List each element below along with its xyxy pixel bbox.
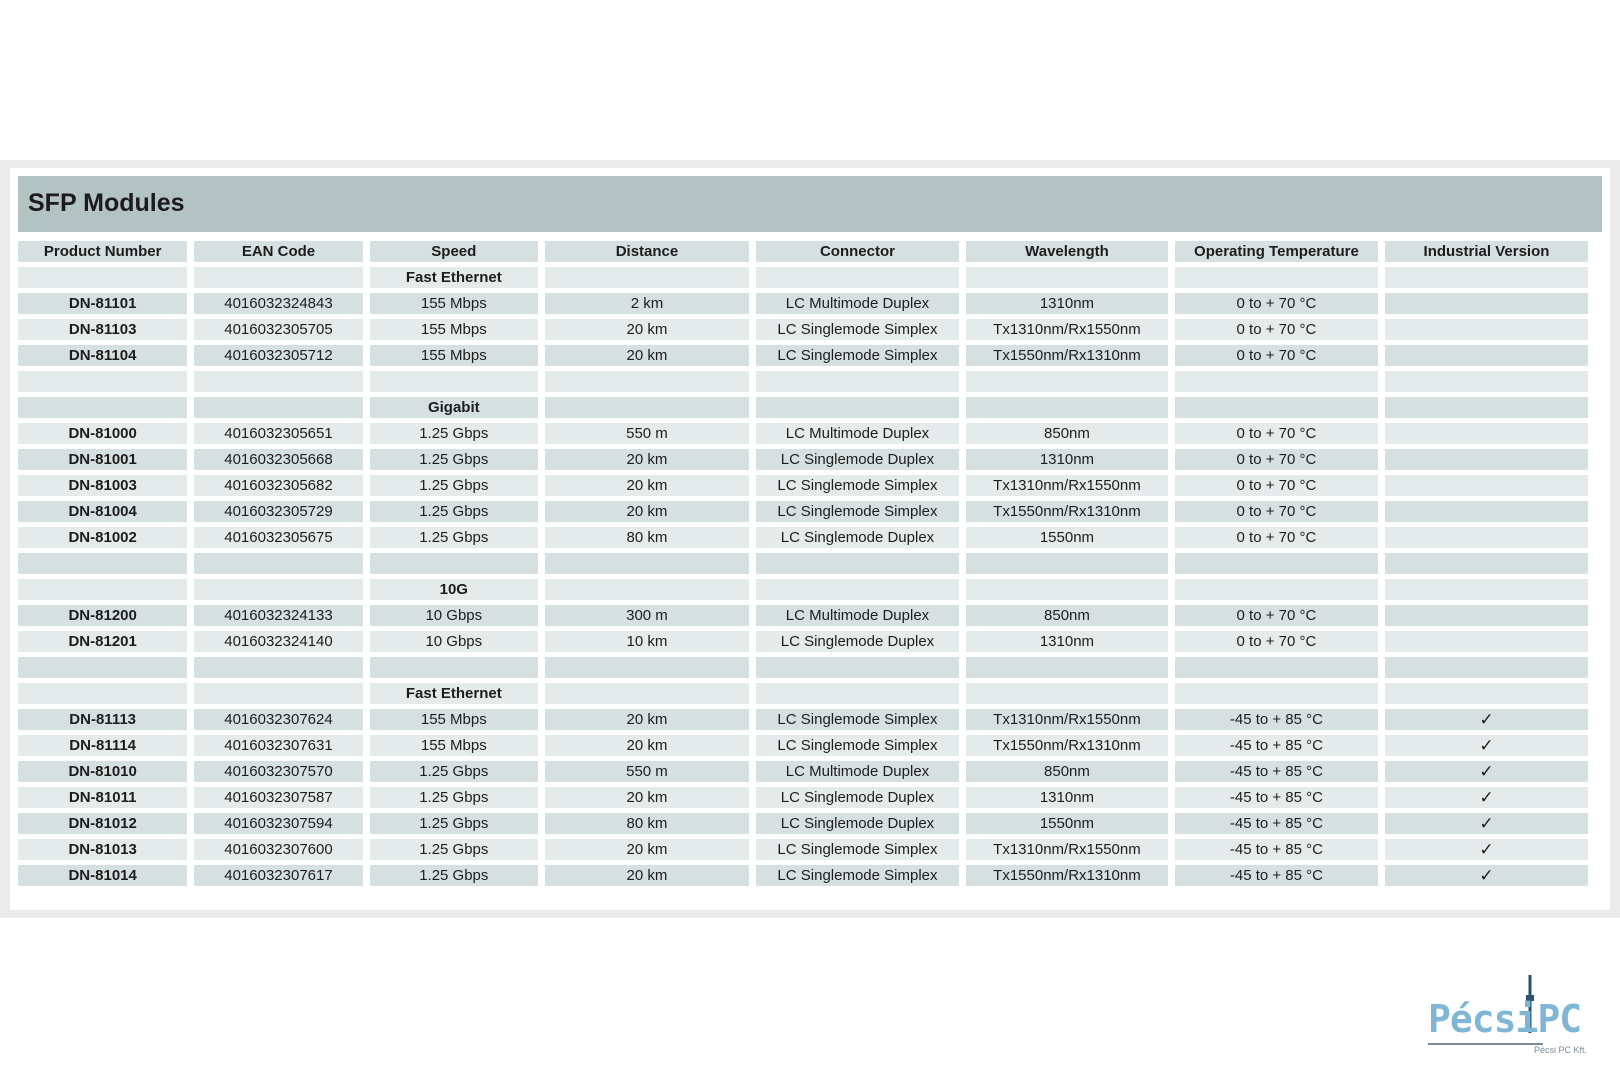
ean-code-cell: 4016032305675 [194, 527, 362, 548]
connector-cell: LC Multimode Duplex [756, 761, 959, 782]
column-header: Operating Temperature [1175, 241, 1378, 262]
connector-cell: LC Multimode Duplex [756, 423, 959, 444]
ean-code-cell: 4016032307624 [194, 709, 362, 730]
section-row [18, 579, 1588, 600]
empty-cell [545, 371, 749, 392]
wavelength-cell: 1310nm [966, 631, 1168, 652]
logo-subtext: Pécsi PC Kft. [1533, 1045, 1587, 1055]
empty-cell [756, 579, 959, 600]
empty-cell [545, 657, 749, 678]
distance-cell: 20 km [545, 449, 749, 470]
table-body [18, 267, 1588, 886]
connector-cell: LC Singlemode Duplex [756, 449, 959, 470]
connector-cell: LC Singlemode Simplex [756, 345, 959, 366]
empty-cell [545, 553, 749, 574]
distance-cell: 20 km [545, 709, 749, 730]
ean-code-cell: 4016032307617 [194, 865, 362, 886]
ean-code-cell: 4016032324140 [194, 631, 362, 652]
table-row [18, 475, 1588, 496]
section-row [18, 267, 1588, 288]
distance-cell: 10 km [545, 631, 749, 652]
table-row [18, 605, 1588, 626]
section-label: 10G [370, 579, 538, 600]
empty-cell [1175, 579, 1378, 600]
speed-cell: 155 Mbps [370, 345, 538, 366]
distance-cell: 20 km [545, 345, 749, 366]
ean-code-cell: 4016032307594 [194, 813, 362, 834]
wavelength-cell: Tx1550nm/Rx1310nm [966, 735, 1168, 756]
distance-cell: 20 km [545, 839, 749, 860]
empty-cell [18, 657, 187, 678]
ean-code-cell: 4016032305705 [194, 319, 362, 340]
column-header: Product Number [18, 241, 187, 262]
speed-cell: 1.25 Gbps [370, 839, 538, 860]
table-row [18, 735, 1588, 756]
product-number-cell: DN-81200 [18, 605, 187, 626]
empty-cell [1385, 397, 1588, 418]
wavelength-cell: Tx1310nm/Rx1550nm [966, 839, 1168, 860]
wavelength-cell: Tx1310nm/Rx1550nm [966, 475, 1168, 496]
wavelength-cell: 850nm [966, 423, 1168, 444]
distance-cell: 20 km [545, 475, 749, 496]
ean-code-cell: 4016032324843 [194, 293, 362, 314]
product-number-cell: DN-81013 [18, 839, 187, 860]
connector-cell: LC Singlemode Simplex [756, 865, 959, 886]
empty-cell [756, 683, 959, 704]
wavelength-cell: Tx1310nm/Rx1550nm [966, 319, 1168, 340]
table-header-row [18, 241, 1588, 262]
speed-cell: 1.25 Gbps [370, 787, 538, 808]
product-number-cell: DN-81011 [18, 787, 187, 808]
product-number-cell: DN-81101 [18, 293, 187, 314]
product-number-cell: DN-81010 [18, 761, 187, 782]
empty-cell [194, 397, 362, 418]
empty-cell [1175, 553, 1378, 574]
table-row [18, 423, 1588, 444]
table-row [18, 527, 1588, 548]
empty-cell [18, 683, 187, 704]
distance-cell: 20 km [545, 865, 749, 886]
product-number-cell: DN-81000 [18, 423, 187, 444]
industrial-version-cell [1385, 319, 1588, 340]
connector-cell: LC Singlemode Simplex [756, 839, 959, 860]
wavelength-cell: Tx1550nm/Rx1310nm [966, 345, 1168, 366]
spacer-row [18, 371, 1588, 392]
ean-code-cell: 4016032305668 [194, 449, 362, 470]
table-row [18, 293, 1588, 314]
wavelength-cell: 850nm [966, 761, 1168, 782]
temperature-cell: -45 to + 85 °C [1175, 839, 1378, 860]
spacer-row [18, 657, 1588, 678]
empty-cell [370, 371, 538, 392]
wavelength-cell: 1550nm [966, 527, 1168, 548]
wavelength-cell: 850nm [966, 605, 1168, 626]
section-label: Gigabit [370, 397, 538, 418]
temperature-cell: 0 to + 70 °C [1175, 475, 1378, 496]
empty-cell [966, 683, 1168, 704]
industrial-version-cell [1385, 475, 1588, 496]
empty-cell [756, 267, 959, 288]
checkmark-icon: ✓ [1385, 787, 1588, 808]
distance-cell: 20 km [545, 787, 749, 808]
connector-cell: LC Singlemode Duplex [756, 787, 959, 808]
industrial-version-cell [1385, 293, 1588, 314]
product-number-cell: DN-81113 [18, 709, 187, 730]
checkmark-icon: ✓ [1385, 735, 1588, 756]
empty-cell [194, 579, 362, 600]
wavelength-cell: 1310nm [966, 293, 1168, 314]
table-row [18, 449, 1588, 470]
empty-cell [1175, 371, 1378, 392]
empty-cell [18, 371, 187, 392]
empty-cell [756, 397, 959, 418]
table-row [18, 345, 1588, 366]
ean-code-cell: 4016032307631 [194, 735, 362, 756]
table-row [18, 761, 1588, 782]
document-frame [0, 160, 1620, 918]
speed-cell: 10 Gbps [370, 631, 538, 652]
checkmark-icon: ✓ [1385, 813, 1588, 834]
empty-cell [1385, 371, 1588, 392]
wavelength-cell: 1310nm [966, 449, 1168, 470]
temperature-cell: -45 to + 85 °C [1175, 735, 1378, 756]
empty-cell [545, 683, 749, 704]
empty-cell [1175, 267, 1378, 288]
product-number-cell: DN-81014 [18, 865, 187, 886]
empty-cell [18, 579, 187, 600]
connector-cell: LC Singlemode Duplex [756, 813, 959, 834]
temperature-cell: -45 to + 85 °C [1175, 787, 1378, 808]
ean-code-cell: 4016032305682 [194, 475, 362, 496]
empty-cell [966, 553, 1168, 574]
sfp-modules-table [11, 236, 1595, 891]
ean-code-cell: 4016032305712 [194, 345, 362, 366]
column-header: Wavelength [966, 241, 1168, 262]
empty-cell [370, 657, 538, 678]
empty-cell [545, 579, 749, 600]
ean-code-cell: 4016032307570 [194, 761, 362, 782]
product-number-cell: DN-81104 [18, 345, 187, 366]
empty-cell [1175, 397, 1378, 418]
industrial-version-cell [1385, 527, 1588, 548]
empty-cell [1385, 683, 1588, 704]
connector-cell: LC Singlemode Simplex [756, 501, 959, 522]
table-row [18, 865, 1588, 886]
empty-cell [966, 657, 1168, 678]
column-header: EAN Code [194, 241, 362, 262]
speed-cell: 1.25 Gbps [370, 449, 538, 470]
empty-cell [966, 397, 1168, 418]
empty-cell [545, 397, 749, 418]
empty-cell [1385, 267, 1588, 288]
empty-cell [18, 397, 187, 418]
industrial-version-cell [1385, 423, 1588, 444]
column-header: Distance [545, 241, 749, 262]
table-row [18, 501, 1588, 522]
ean-code-cell: 4016032305729 [194, 501, 362, 522]
product-number-cell: DN-81201 [18, 631, 187, 652]
section-label: Fast Ethernet [370, 683, 538, 704]
speed-cell: 1.25 Gbps [370, 423, 538, 444]
industrial-version-cell [1385, 605, 1588, 626]
wavelength-cell: 1550nm [966, 813, 1168, 834]
table-row [18, 787, 1588, 808]
section-row [18, 397, 1588, 418]
distance-cell: 20 km [545, 735, 749, 756]
checkmark-icon: ✓ [1385, 839, 1588, 860]
logo-underline [1428, 1043, 1543, 1045]
table-row [18, 839, 1588, 860]
table-row [18, 631, 1588, 652]
product-number-cell: DN-81001 [18, 449, 187, 470]
empty-cell [194, 553, 362, 574]
speed-cell: 155 Mbps [370, 735, 538, 756]
spacer-row [18, 553, 1588, 574]
temperature-cell: -45 to + 85 °C [1175, 761, 1378, 782]
distance-cell: 20 km [545, 501, 749, 522]
industrial-version-cell [1385, 501, 1588, 522]
product-number-cell: DN-81002 [18, 527, 187, 548]
empty-cell [1385, 579, 1588, 600]
document-sheet [10, 168, 1610, 910]
empty-cell [370, 553, 538, 574]
empty-cell [18, 553, 187, 574]
temperature-cell: 0 to + 70 °C [1175, 449, 1378, 470]
column-header: Industrial Version [1385, 241, 1588, 262]
product-number-cell: DN-81003 [18, 475, 187, 496]
speed-cell: 1.25 Gbps [370, 813, 538, 834]
temperature-cell: 0 to + 70 °C [1175, 605, 1378, 626]
connector-cell: LC Singlemode Simplex [756, 319, 959, 340]
connector-cell: LC Singlemode Duplex [756, 631, 959, 652]
connector-cell: LC Multimode Duplex [756, 605, 959, 626]
industrial-version-cell [1385, 631, 1588, 652]
distance-cell: 2 km [545, 293, 749, 314]
empty-cell [1385, 657, 1588, 678]
speed-cell: 155 Mbps [370, 319, 538, 340]
column-header: Speed [370, 241, 538, 262]
wavelength-cell: Tx1550nm/Rx1310nm [966, 865, 1168, 886]
speed-cell: 155 Mbps [370, 293, 538, 314]
temperature-cell: -45 to + 85 °C [1175, 865, 1378, 886]
empty-cell [966, 371, 1168, 392]
empty-cell [966, 579, 1168, 600]
page-title: SFP Modules [28, 189, 185, 217]
empty-cell [18, 267, 187, 288]
section-label: Fast Ethernet [370, 267, 538, 288]
empty-cell [545, 267, 749, 288]
temperature-cell: -45 to + 85 °C [1175, 813, 1378, 834]
empty-cell [194, 267, 362, 288]
empty-cell [756, 371, 959, 392]
product-number-cell: DN-81012 [18, 813, 187, 834]
empty-cell [194, 657, 362, 678]
logo-text: PécsiPC [1428, 997, 1582, 1041]
ean-code-cell: 4016032324133 [194, 605, 362, 626]
temperature-cell: 0 to + 70 °C [1175, 319, 1378, 340]
temperature-cell: 0 to + 70 °C [1175, 293, 1378, 314]
distance-cell: 80 km [545, 813, 749, 834]
wavelength-cell: Tx1550nm/Rx1310nm [966, 501, 1168, 522]
empty-cell [756, 657, 959, 678]
empty-cell [194, 683, 362, 704]
product-number-cell: DN-81114 [18, 735, 187, 756]
connector-cell: LC Singlemode Simplex [756, 475, 959, 496]
empty-cell [194, 371, 362, 392]
empty-cell [1385, 553, 1588, 574]
connector-cell: LC Multimode Duplex [756, 293, 959, 314]
connector-cell: LC Singlemode Duplex [756, 527, 959, 548]
checkmark-icon: ✓ [1385, 709, 1588, 730]
temperature-cell: 0 to + 70 °C [1175, 631, 1378, 652]
product-number-cell: DN-81004 [18, 501, 187, 522]
connector-cell: LC Singlemode Simplex [756, 735, 959, 756]
ean-code-cell: 4016032307587 [194, 787, 362, 808]
speed-cell: 1.25 Gbps [370, 865, 538, 886]
empty-cell [966, 267, 1168, 288]
table-row [18, 709, 1588, 730]
empty-cell [1175, 683, 1378, 704]
ean-code-cell: 4016032307600 [194, 839, 362, 860]
distance-cell: 20 km [545, 319, 749, 340]
ean-code-cell: 4016032305651 [194, 423, 362, 444]
checkmark-icon: ✓ [1385, 865, 1588, 886]
speed-cell: 155 Mbps [370, 709, 538, 730]
industrial-version-cell [1385, 449, 1588, 470]
title-bar [18, 176, 1602, 232]
temperature-cell: 0 to + 70 °C [1175, 345, 1378, 366]
distance-cell: 300 m [545, 605, 749, 626]
temperature-cell: -45 to + 85 °C [1175, 709, 1378, 730]
distance-cell: 550 m [545, 761, 749, 782]
empty-cell [1175, 657, 1378, 678]
speed-cell: 1.25 Gbps [370, 475, 538, 496]
connector-cell: LC Singlemode Simplex [756, 709, 959, 730]
temperature-cell: 0 to + 70 °C [1175, 527, 1378, 548]
table-row [18, 813, 1588, 834]
product-number-cell: DN-81103 [18, 319, 187, 340]
column-header: Connector [756, 241, 959, 262]
temperature-cell: 0 to + 70 °C [1175, 423, 1378, 444]
speed-cell: 10 Gbps [370, 605, 538, 626]
wavelength-cell: 1310nm [966, 787, 1168, 808]
distance-cell: 80 km [545, 527, 749, 548]
wavelength-cell: Tx1310nm/Rx1550nm [966, 709, 1168, 730]
checkmark-icon: ✓ [1385, 761, 1588, 782]
speed-cell: 1.25 Gbps [370, 501, 538, 522]
section-row [18, 683, 1588, 704]
speed-cell: 1.25 Gbps [370, 761, 538, 782]
empty-cell [756, 553, 959, 574]
industrial-version-cell [1385, 345, 1588, 366]
distance-cell: 550 m [545, 423, 749, 444]
speed-cell: 1.25 Gbps [370, 527, 538, 548]
pecsi-pc-logo [1420, 975, 1595, 1060]
table-row [18, 319, 1588, 340]
temperature-cell: 0 to + 70 °C [1175, 501, 1378, 522]
